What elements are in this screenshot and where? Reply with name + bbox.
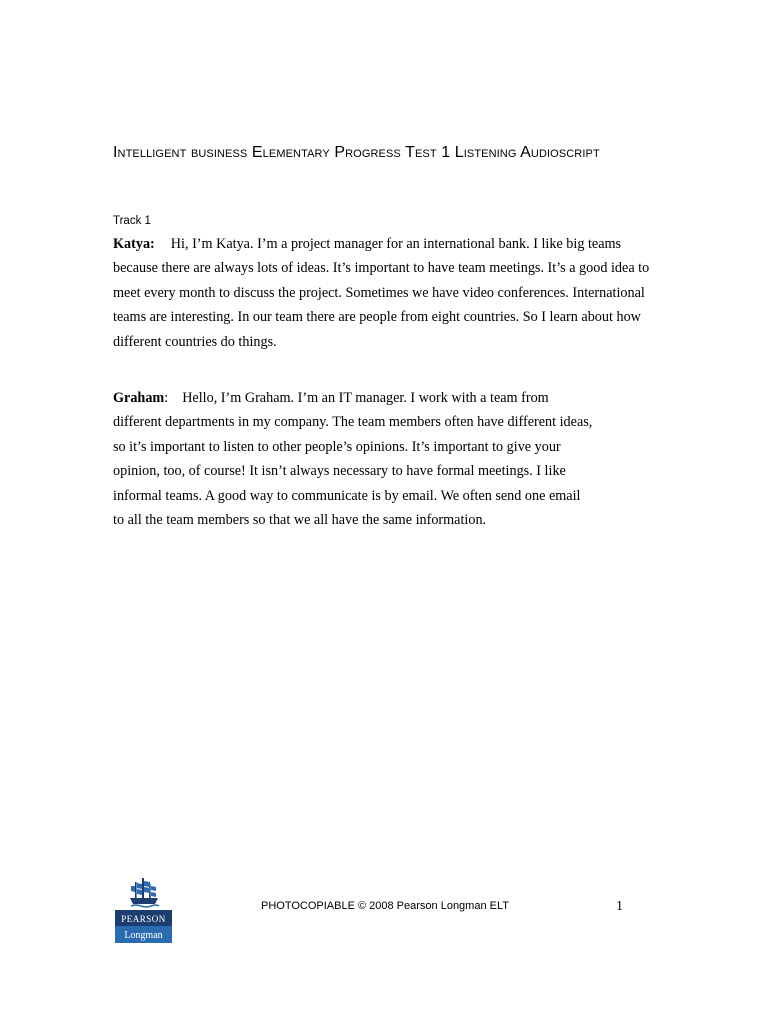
speaker-name-graham: Graham [113,390,165,406]
logo-bottom-text: Longman [124,930,163,941]
graham-speech-text: Hello, I’m Graham. I’m an IT manager. I work with a team from different departments in my company. The team members often have different ideas, so it’s important to listen to other people’s opinions. It’s important to give your opinion, too, of course! It isn’t always necessary to have formal meetings. I like informal teams. A good way to communicate is by email. We often send one email to all the team members so that we all have the same information. [113,390,593,529]
speaker-colon: : [164,390,169,406]
pearson-ship-icon [115,876,172,943]
document-title: Intelligent business Elementary Progress Test 1 Listening Audioscript [113,144,600,161]
pearson-longman-logo [115,876,172,943]
logo-top-text: PEARSON [121,914,166,924]
track-label: Track 1 [113,215,151,227]
speaker-name-katya: Katya: [113,236,155,252]
paragraph-katya [113,232,663,354]
copyright-notice: PHOTOCOPIABLE © 2008 Pearson Longman ELT [261,900,509,912]
katya-speech-text: Hi, I’m Katya. I’m a project manager for an international bank. I like big teams because there are always lots of ideas. It’s important to have team meetings. It’s a good idea to meet every month to discuss the project. Sometimes we have video conferences. International teams are interesting. In our team there are people from eight countries. So I learn about how different countries do things. [113,236,650,350]
paragraph-graham [113,386,595,532]
page-number: 1 [616,899,623,914]
